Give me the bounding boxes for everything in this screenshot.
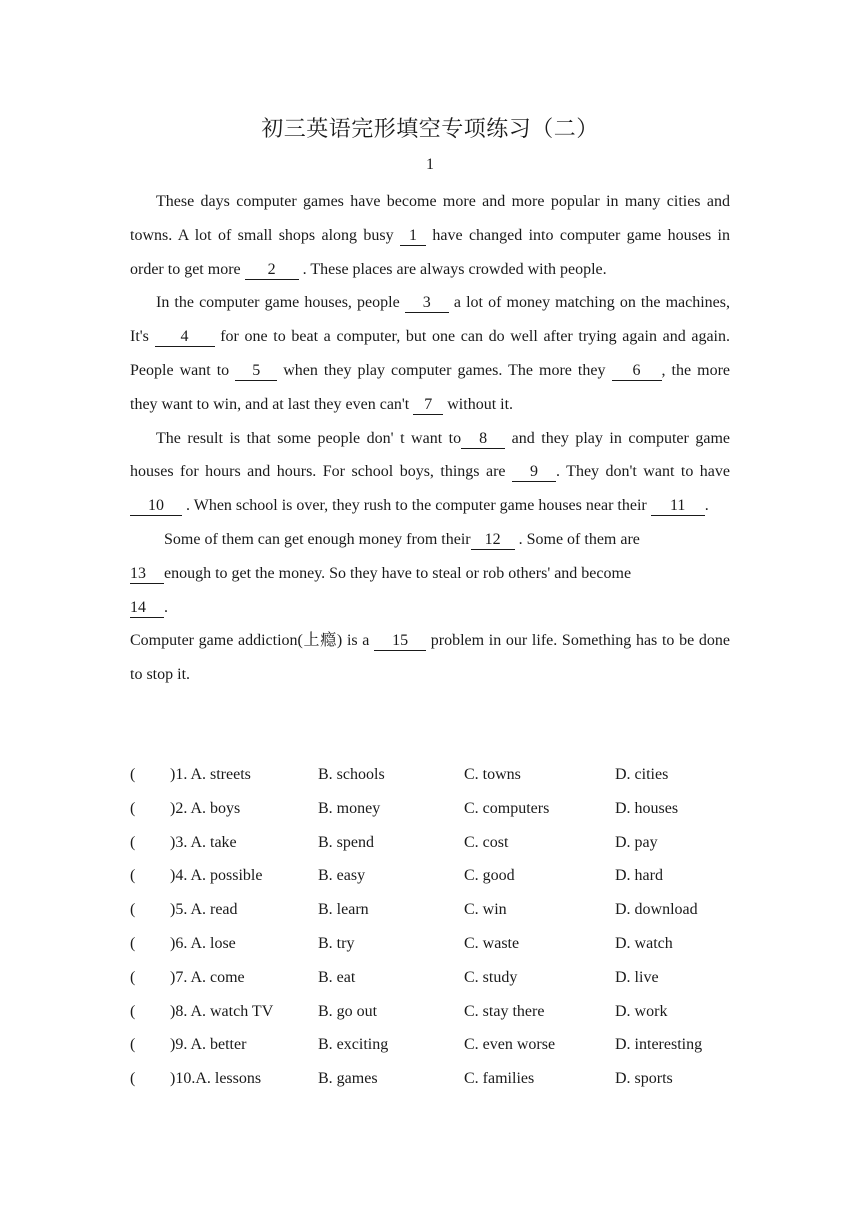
option-row	[130, 1062, 730, 1096]
text: for one to beat a computer, but one can do well after trying again and again. People want to	[130, 328, 730, 379]
text: and they play in computer game houses for hours and hours. For school boys, things are	[130, 429, 730, 481]
blank-7: 7	[413, 396, 443, 415]
option-d: D. pay	[615, 833, 658, 851]
option-b: B. exciting	[318, 1036, 389, 1054]
text: problem in our life. Something has to be done to stop it.	[130, 632, 730, 684]
blank-9: 9	[512, 463, 556, 482]
option-a: )8. A. watch TV	[170, 1002, 274, 1020]
option-row	[130, 995, 730, 1029]
answer-options	[130, 758, 730, 1096]
option-b: B. easy	[318, 867, 366, 885]
option-row	[130, 927, 730, 961]
text: Computer game addiction(上瘾) is a	[130, 632, 375, 650]
paragraph-6	[130, 624, 730, 692]
blank-11: 11	[651, 497, 705, 516]
blank-12: 12	[471, 531, 515, 550]
text: . These places are always crowded with people.	[298, 260, 607, 278]
option-c: C. study	[464, 968, 518, 986]
cloze-passage	[130, 185, 730, 692]
blank-13: 13	[130, 565, 164, 584]
option-b: B. try	[318, 934, 355, 952]
option-a: )4. A. possible	[170, 867, 263, 885]
paragraph-1	[130, 185, 730, 286]
option-row	[130, 1028, 730, 1062]
blank-10: 10	[130, 497, 182, 516]
option-row	[130, 961, 730, 995]
option-d: D. cities	[615, 766, 669, 783]
text: In the computer game houses, people	[156, 294, 405, 312]
text: . When school is over, they rush to the computer game houses near their	[182, 497, 651, 515]
text: a lot of money matching on the machines, It's	[130, 294, 730, 346]
page-title: 初三英语完形填空专项练习（二）	[261, 116, 599, 141]
text: These days computer games have become more and more popular in many cities and towns. A lot of small shops along busy	[130, 193, 730, 244]
option-d: D. houses	[615, 799, 679, 817]
answer-paren: (	[130, 1036, 136, 1054]
blank-4: 4	[155, 328, 215, 347]
option-a: )7. A. come	[170, 968, 245, 986]
option-c: C. computers	[464, 799, 550, 817]
option-a: )3. A. take	[170, 833, 237, 851]
option-c: C. stay there	[464, 1002, 545, 1020]
blank-8: 8	[461, 430, 505, 449]
option-b: B. money	[318, 799, 381, 817]
answer-paren: (	[130, 934, 136, 952]
option-a: )10.A. lessons	[170, 1070, 262, 1088]
option-b: B. learn	[318, 901, 369, 919]
text: . They don't want to have	[555, 463, 730, 481]
blank-3: 3	[405, 294, 449, 313]
option-d: D. download	[615, 901, 698, 919]
blank-14: 14	[130, 599, 164, 618]
answer-paren: (	[130, 799, 136, 817]
option-b: B. eat	[318, 968, 356, 986]
text: .	[704, 497, 709, 515]
option-c: C. towns	[464, 766, 521, 783]
text: when they play computer games. The more they	[277, 361, 612, 379]
option-a: )1. A. streets	[170, 766, 251, 783]
option-c: C. win	[464, 901, 507, 919]
option-d: D. sports	[615, 1070, 673, 1088]
option-c: C. good	[464, 867, 515, 885]
text: have changed into computer game houses in order to get more	[130, 226, 731, 278]
option-row	[130, 826, 730, 860]
answer-paren: (	[130, 1070, 136, 1088]
option-row	[130, 792, 730, 826]
option-d: D. interesting	[615, 1036, 703, 1054]
paragraph-4	[130, 523, 730, 557]
paragraph-3	[130, 422, 730, 523]
option-d: D. live	[615, 968, 659, 986]
option-d: D. work	[615, 1002, 668, 1020]
answer-paren: (	[130, 901, 136, 919]
option-a: )2. A. boys	[170, 799, 241, 817]
answer-paren: (	[130, 766, 136, 783]
option-b: B. go out	[318, 1002, 378, 1020]
option-row	[130, 758, 730, 792]
answer-paren: (	[130, 833, 136, 851]
paragraph-2	[130, 286, 730, 421]
text: Some of them can get enough money from their	[164, 530, 471, 548]
option-d: D. watch	[615, 934, 673, 952]
option-c: C. even worse	[464, 1036, 556, 1054]
text: .	[164, 598, 168, 616]
answer-paren: (	[130, 867, 136, 885]
option-a: )6. A. lose	[170, 934, 236, 952]
option-row	[130, 893, 730, 927]
option-row	[130, 859, 730, 893]
passage-number: 1	[426, 156, 434, 173]
option-c: C. waste	[464, 934, 520, 952]
option-c: C. cost	[464, 833, 509, 851]
option-c: C. families	[464, 1070, 535, 1088]
option-b: B. schools	[318, 766, 385, 783]
blank-6: 6	[612, 362, 662, 381]
option-b: B. games	[318, 1070, 378, 1088]
option-a: )9. A. better	[170, 1036, 247, 1054]
text: , the more they want to win, and at last they even can't	[130, 361, 730, 413]
text: without it.	[443, 395, 514, 413]
paragraph-5	[130, 557, 730, 625]
answer-paren: (	[130, 968, 136, 986]
option-a: )5. A. read	[170, 901, 238, 919]
text: . Some of them are	[514, 530, 640, 548]
text: enough to get the money. So they have to steal or rob others' and become	[164, 564, 632, 582]
text: The result is that some people don' t want to	[156, 429, 462, 447]
blank-1: 1	[400, 227, 426, 246]
answer-paren: (	[130, 1002, 136, 1020]
blank-5: 5	[235, 362, 277, 381]
blank-15: 15	[374, 632, 426, 651]
blank-2: 2	[245, 261, 299, 280]
option-d: D. hard	[615, 867, 663, 885]
option-b: B. spend	[318, 833, 374, 851]
